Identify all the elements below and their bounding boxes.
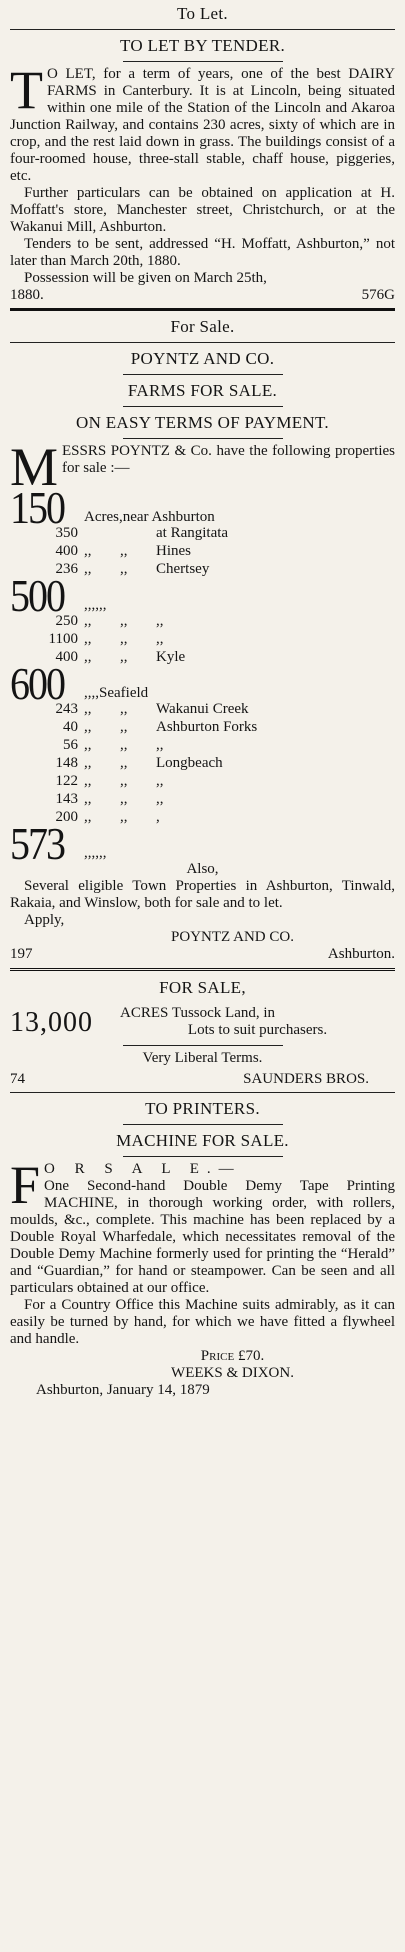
ditto-mark: ,, bbox=[120, 737, 128, 753]
acreage: 13,000 bbox=[10, 1006, 93, 1038]
acreage: 200 bbox=[55, 809, 78, 825]
ditto-mark: ,, bbox=[84, 613, 92, 629]
acreage: 1100 bbox=[48, 631, 78, 647]
dropcap: T bbox=[10, 60, 43, 120]
ditto-mark: ,, bbox=[120, 701, 128, 717]
dropcap: F bbox=[10, 1155, 41, 1215]
acreage: 500 bbox=[10, 569, 64, 622]
divider bbox=[10, 29, 395, 30]
lead-line: O R S A L E.— bbox=[44, 1161, 242, 1177]
firm-name: WEEKS & DIXON. bbox=[171, 1365, 294, 1381]
acreage: 350 bbox=[55, 525, 78, 541]
description-line: ACRES Tussock Land, in bbox=[120, 1005, 276, 1021]
also-label: Also, bbox=[186, 861, 219, 877]
ditto-mark: ,, bbox=[120, 613, 128, 629]
property-place: ,, bbox=[156, 631, 164, 647]
acreage: 143 bbox=[55, 791, 78, 807]
paragraph: For a Country Office this Machine suits admirably, as it can easily be turned by hand, for which we have fitted a flywheel and handle. bbox=[10, 1297, 395, 1347]
paragraph: ESSRS POYNTZ & Co. have the following properties for sale :— bbox=[62, 443, 395, 476]
property-row bbox=[10, 543, 395, 561]
paragraph: One Second-hand Double Demy Tape Printing MACHINE, in thorough working order, with rollers, moulds, &c., complete. This machine has been replaced by a Double Royal Wharfedale, which necessitates removal of the Double Demy Machine formerly used for printing the “Herald” and “Guardian,” for hand or steampower. Can be seen and all particulars obtained at our office. bbox=[10, 1178, 395, 1296]
acreage: 122 bbox=[55, 773, 78, 789]
ditto-mark: ,, bbox=[84, 719, 92, 735]
ditto-mark: ,, bbox=[84, 597, 92, 613]
property-place: ,, bbox=[156, 791, 164, 807]
acreage: 236 bbox=[55, 561, 78, 577]
ad-title-machine: MACHINE FOR SALE. bbox=[116, 1131, 289, 1150]
acreage: 56 bbox=[63, 737, 78, 753]
property-row bbox=[10, 737, 395, 755]
signature-firm: POYNTZ AND CO. bbox=[171, 929, 294, 945]
paragraph: Several eligible Town Properties in Ashburton, Tinwald, Rakaia, and Winslow, both for sale and to let. bbox=[10, 878, 395, 911]
paragraph: Possession will be given on March 25th, bbox=[24, 270, 267, 286]
ditto-mark: Acres, bbox=[84, 509, 123, 525]
property-row bbox=[10, 791, 395, 809]
property-place: near Ashburton bbox=[122, 509, 215, 525]
ad-subtitle-terms: ON EASY TERMS OF PAYMENT. bbox=[76, 413, 329, 432]
ditto-mark: ,, bbox=[84, 701, 92, 717]
ditto-mark: ,, bbox=[120, 755, 128, 771]
ad-reference: 74 bbox=[10, 1071, 25, 1087]
property-row bbox=[10, 719, 395, 737]
dateline: Ashburton, January 14, 1879 bbox=[36, 1382, 210, 1398]
firm-name: SAUNDERS BROS. bbox=[243, 1071, 369, 1087]
offer-description bbox=[120, 1005, 395, 1039]
property-place: Seafield bbox=[99, 685, 149, 701]
property-place: Hines bbox=[156, 543, 191, 559]
property-place: Chertsey bbox=[156, 561, 210, 577]
ditto-mark: ,, bbox=[84, 649, 92, 665]
ad-title-tender: TO LET BY TENDER. bbox=[119, 36, 286, 55]
ditto-mark: ,, bbox=[84, 845, 92, 861]
tussock-offer bbox=[10, 1005, 395, 1039]
location: Ashburton. bbox=[327, 946, 395, 962]
ditto-mark: ,, bbox=[120, 649, 128, 665]
apply-label: Apply, bbox=[24, 912, 65, 928]
ditto-mark: ,, bbox=[84, 773, 92, 789]
ditto-mark: ,, bbox=[84, 755, 92, 771]
property-place: Ashburton Forks bbox=[156, 719, 258, 735]
ad-footer bbox=[10, 287, 395, 304]
property-row bbox=[10, 755, 395, 773]
acreage: 150 bbox=[10, 481, 64, 534]
terms-note: Very Liberal Terms. bbox=[142, 1050, 263, 1066]
ditto-mark: ,, bbox=[84, 809, 92, 825]
property-row bbox=[10, 701, 395, 719]
divider-short bbox=[123, 374, 283, 375]
ditto-mark: ,, bbox=[84, 631, 92, 647]
ad-title-to-printers: TO PRINTERS. bbox=[145, 1099, 260, 1118]
newspaper-column bbox=[10, 0, 395, 1399]
acreage: 40 bbox=[63, 719, 78, 735]
property-row bbox=[10, 525, 395, 543]
property-row bbox=[10, 613, 395, 631]
ditto-mark: ,, bbox=[84, 685, 92, 701]
acreage: 250 bbox=[55, 613, 78, 629]
divider-double bbox=[10, 968, 395, 971]
ad-body-machine bbox=[10, 1155, 395, 1297]
ad-title-for-sale: FOR SALE, bbox=[159, 978, 246, 997]
ditto-mark: ,, bbox=[91, 597, 99, 613]
ad-title-farms: FARMS FOR SALE. bbox=[127, 381, 278, 400]
divider-short bbox=[123, 406, 283, 407]
year: 1880. bbox=[10, 287, 44, 303]
section-heading-for-sale: For Sale. bbox=[170, 317, 235, 336]
ditto-mark: ,, bbox=[120, 543, 128, 559]
firm-name: POYNTZ AND CO. bbox=[130, 349, 275, 368]
ad-intro bbox=[10, 437, 395, 497]
property-row bbox=[10, 773, 395, 791]
ditto-mark: ,, bbox=[91, 685, 99, 701]
ditto-mark: ,, bbox=[120, 631, 128, 647]
property-place: ,, bbox=[156, 773, 164, 789]
divider-short bbox=[123, 1156, 283, 1157]
divider-short bbox=[123, 438, 283, 439]
property-place: Longbeach bbox=[156, 755, 223, 771]
property-place: Kyle bbox=[156, 649, 186, 665]
property-place: at Rangitata bbox=[156, 525, 229, 541]
paragraph: Tenders to be sent, addressed “H. Moffatt, Ashburton,” not later than March 20th, 1880. bbox=[10, 236, 395, 269]
ad-reference: 576G bbox=[361, 287, 395, 303]
section-heading-to-let: To Let. bbox=[177, 4, 228, 23]
paragraph: Further particulars can be obtained on application at H. Moffatt's store, Manchester street, Christchurch, or at the Wakanui Mill, Ashburton. bbox=[10, 185, 395, 235]
property-place: ,, bbox=[156, 613, 164, 629]
divider-short bbox=[123, 1124, 283, 1125]
ditto-mark: ,, bbox=[84, 791, 92, 807]
divider-short bbox=[123, 61, 283, 62]
property-row bbox=[10, 631, 395, 649]
property-place: , bbox=[156, 809, 160, 825]
ad-body-tolet bbox=[10, 60, 395, 185]
property-place: ,, bbox=[99, 597, 107, 613]
acreage: 600 bbox=[10, 657, 64, 710]
ditto-mark: ,, bbox=[91, 845, 99, 861]
ad-footer bbox=[10, 946, 395, 963]
ditto-mark: ,, bbox=[84, 543, 92, 559]
dropcap: M bbox=[10, 437, 59, 497]
ad-reference: 197 bbox=[10, 946, 33, 962]
ditto-mark: ,, bbox=[120, 773, 128, 789]
ditto-mark: ,, bbox=[120, 719, 128, 735]
divider-thick bbox=[10, 308, 395, 311]
acreage: 148 bbox=[55, 755, 78, 771]
ditto-mark: ,, bbox=[84, 737, 92, 753]
ditto-mark: ,, bbox=[120, 791, 128, 807]
ditto-mark: ,, bbox=[120, 561, 128, 577]
acreage: 400 bbox=[55, 649, 78, 665]
divider-short bbox=[123, 1045, 283, 1046]
paragraph: O LET, for a term of years, one of the best DAIRY FARMS in Canterbury. It is at Lincoln, being situated within one mile of the Station of the Lincoln and Akaroa Junction Railway, and contains 230 acres, sixty of which are in crop, and the rest laid down in grass. The buildings consist of a four-roomed house, three-stall stable, chaff house, piggeries, etc. bbox=[10, 66, 395, 184]
price: Price £70. bbox=[200, 1348, 265, 1364]
property-place: ,, bbox=[99, 845, 107, 861]
ditto-mark: ,, bbox=[120, 809, 128, 825]
acreage: 400 bbox=[55, 543, 78, 559]
ad-footer bbox=[10, 1071, 395, 1088]
ditto-mark: ,, bbox=[84, 561, 92, 577]
property-place: Wakanui Creek bbox=[156, 701, 249, 717]
divider bbox=[10, 342, 395, 343]
divider bbox=[10, 1092, 395, 1093]
acreage: 243 bbox=[55, 701, 78, 717]
property-place: ,, bbox=[156, 737, 164, 753]
acreage: 573 bbox=[10, 817, 64, 870]
description-line: Lots to suit purchasers. bbox=[187, 1022, 328, 1038]
